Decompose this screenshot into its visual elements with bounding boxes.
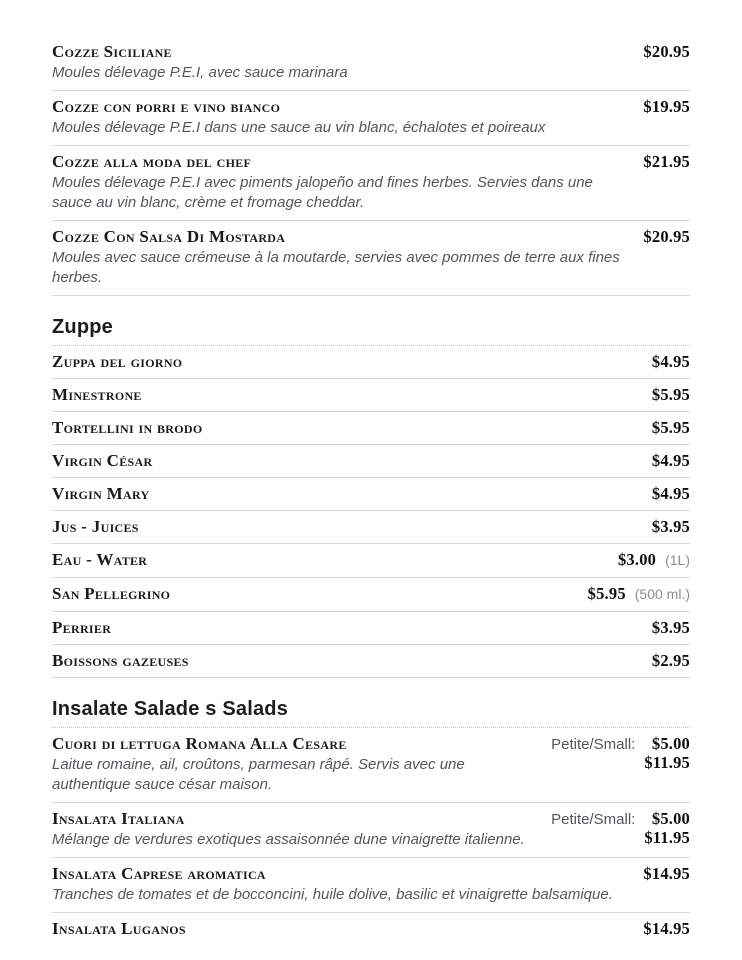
menu-item-info bbox=[52, 97, 643, 138]
item-price: $4.95 bbox=[651, 484, 690, 503]
item-size-note: (500 ml.) bbox=[634, 586, 690, 602]
item-name: Cozze Con Salsa Di Mostarda bbox=[52, 227, 286, 246]
menu-item-info bbox=[52, 919, 643, 938]
item-pricing bbox=[652, 484, 690, 503]
menu-item-info bbox=[52, 152, 643, 213]
menu-item-info bbox=[52, 651, 652, 670]
menu-item bbox=[52, 478, 690, 511]
item-price-secondary: $11.95 bbox=[644, 828, 690, 847]
menu-item bbox=[52, 346, 690, 379]
menu-item-info bbox=[52, 809, 551, 850]
item-description: Moules délevage P.E.I dans une sauce au vin blanc, échalotes et poireaux bbox=[52, 119, 546, 136]
item-price-label: Petite/Small: bbox=[551, 811, 636, 828]
item-name: Virgin Mary bbox=[52, 484, 150, 503]
menu-item-info bbox=[52, 550, 618, 569]
item-description: Tranches de tomates et de bocconcini, huile dolive, basilic et vinaigrette balsamique. bbox=[52, 886, 613, 903]
item-pricing bbox=[652, 451, 690, 470]
item-name: Jus - Juices bbox=[52, 517, 139, 536]
item-price: $3.95 bbox=[651, 517, 690, 536]
item-pricing bbox=[643, 97, 690, 116]
menu-section bbox=[52, 698, 690, 945]
item-name: Cozze con porri e vino bianco bbox=[52, 97, 281, 116]
menu-item bbox=[52, 221, 690, 296]
item-name: Insalata Luganos bbox=[52, 919, 186, 938]
item-price: $5.95 bbox=[651, 418, 690, 437]
menu-item-info bbox=[52, 42, 643, 83]
item-price: $4.95 bbox=[651, 352, 690, 371]
menu-section bbox=[52, 36, 690, 296]
item-pricing bbox=[588, 584, 690, 604]
item-pricing bbox=[643, 152, 690, 171]
menu-item bbox=[52, 511, 690, 544]
item-pricing bbox=[643, 227, 690, 246]
section-header: Insalate Salade s Salads bbox=[52, 698, 690, 728]
item-name: Minestrone bbox=[52, 385, 142, 404]
item-price: $5.00 bbox=[651, 809, 690, 828]
item-name: Perrier bbox=[52, 618, 112, 637]
menu-item-info bbox=[52, 352, 652, 371]
item-name: Cozze alla moda del chef bbox=[52, 152, 252, 171]
item-price: $3.95 bbox=[651, 618, 690, 637]
item-name: Cozze Siciliane bbox=[52, 42, 172, 61]
item-pricing bbox=[643, 864, 690, 883]
item-description: Laitue romaine, ail, croûtons, parmesan râpé. Servis avec une authentique sauce césar maison. bbox=[52, 756, 465, 793]
item-price: $5.00 bbox=[651, 734, 690, 753]
menu-item-info bbox=[52, 484, 652, 503]
menu-item bbox=[52, 146, 690, 221]
item-pricing bbox=[618, 550, 690, 570]
item-size-note: (1L) bbox=[665, 552, 690, 568]
menu-item bbox=[52, 36, 690, 91]
item-price-secondary: $11.95 bbox=[644, 753, 690, 772]
item-name: Insalata Italiana bbox=[52, 809, 185, 828]
item-pricing bbox=[652, 517, 690, 536]
section-header: Zuppe bbox=[52, 316, 690, 346]
menu-item bbox=[52, 445, 690, 478]
item-description: Moules délevage P.E.I avec piments jalopeño and fines herbes. Servies dans une sauce au vin blanc, crème et fromage cheddar. bbox=[52, 174, 593, 211]
menu-item bbox=[52, 91, 690, 146]
item-price: $21.95 bbox=[643, 152, 690, 171]
menu-item-info bbox=[52, 618, 652, 637]
item-price: $20.95 bbox=[643, 227, 690, 246]
menu-section bbox=[52, 316, 690, 678]
menu-item-info bbox=[52, 418, 652, 437]
item-name: Insalata Caprese aromatica bbox=[52, 864, 266, 883]
menu-item bbox=[52, 412, 690, 445]
menu-item-info bbox=[52, 451, 652, 470]
item-description: Moules avec sauce crémeuse à la moutarde, servies avec pommes de terre aux fines herbes. bbox=[52, 249, 620, 286]
item-pricing bbox=[652, 385, 690, 404]
item-pricing bbox=[652, 651, 690, 670]
item-pricing bbox=[652, 618, 690, 637]
menu-item bbox=[52, 578, 690, 612]
menu-item-info bbox=[52, 584, 588, 603]
menu-item-info bbox=[52, 227, 643, 288]
item-price: $5.95 bbox=[587, 584, 626, 603]
item-description: Mélange de verdures exotiques assaisonnée dune vinaigrette italienne. bbox=[52, 831, 525, 848]
item-name: San Pellegrino bbox=[52, 584, 171, 603]
item-price: $14.95 bbox=[643, 919, 690, 938]
item-price-label: Petite/Small: bbox=[551, 736, 636, 753]
item-pricing bbox=[652, 418, 690, 437]
item-pricing bbox=[643, 42, 690, 61]
item-price: $2.95 bbox=[651, 651, 690, 670]
item-name: Eau - Water bbox=[52, 550, 148, 569]
item-price: $19.95 bbox=[643, 97, 690, 116]
item-price: $5.95 bbox=[651, 385, 690, 404]
item-price: $14.95 bbox=[643, 864, 690, 883]
menu-item bbox=[52, 612, 690, 645]
menu-item-info bbox=[52, 734, 551, 795]
menu-item bbox=[52, 728, 690, 803]
item-pricing bbox=[643, 919, 690, 938]
menu-item-info bbox=[52, 864, 643, 905]
item-pricing bbox=[551, 809, 690, 847]
item-name: Zuppa del giorno bbox=[52, 352, 183, 371]
item-pricing bbox=[551, 734, 690, 772]
item-price-stack bbox=[644, 809, 690, 847]
menu-item bbox=[52, 645, 690, 678]
menu-item bbox=[52, 379, 690, 412]
menu-item-info bbox=[52, 517, 652, 536]
item-price: $4.95 bbox=[651, 451, 690, 470]
item-name: Virgin César bbox=[52, 451, 153, 470]
menu-item bbox=[52, 858, 690, 913]
menu-item bbox=[52, 803, 690, 858]
item-name: Cuori di lettuga Romana Alla Cesare bbox=[52, 734, 347, 753]
menu-item bbox=[52, 544, 690, 578]
menu-item bbox=[52, 913, 690, 945]
item-pricing bbox=[652, 352, 690, 371]
item-price: $3.00 bbox=[617, 550, 657, 569]
item-price: $20.95 bbox=[643, 42, 690, 61]
item-description: Moules délevage P.E.I, avec sauce marinara bbox=[52, 64, 348, 81]
item-price-stack bbox=[644, 734, 690, 772]
item-name: Tortellini in brodo bbox=[52, 418, 203, 437]
item-name: Boissons gazeuses bbox=[52, 651, 189, 670]
menu-item-info bbox=[52, 385, 652, 404]
